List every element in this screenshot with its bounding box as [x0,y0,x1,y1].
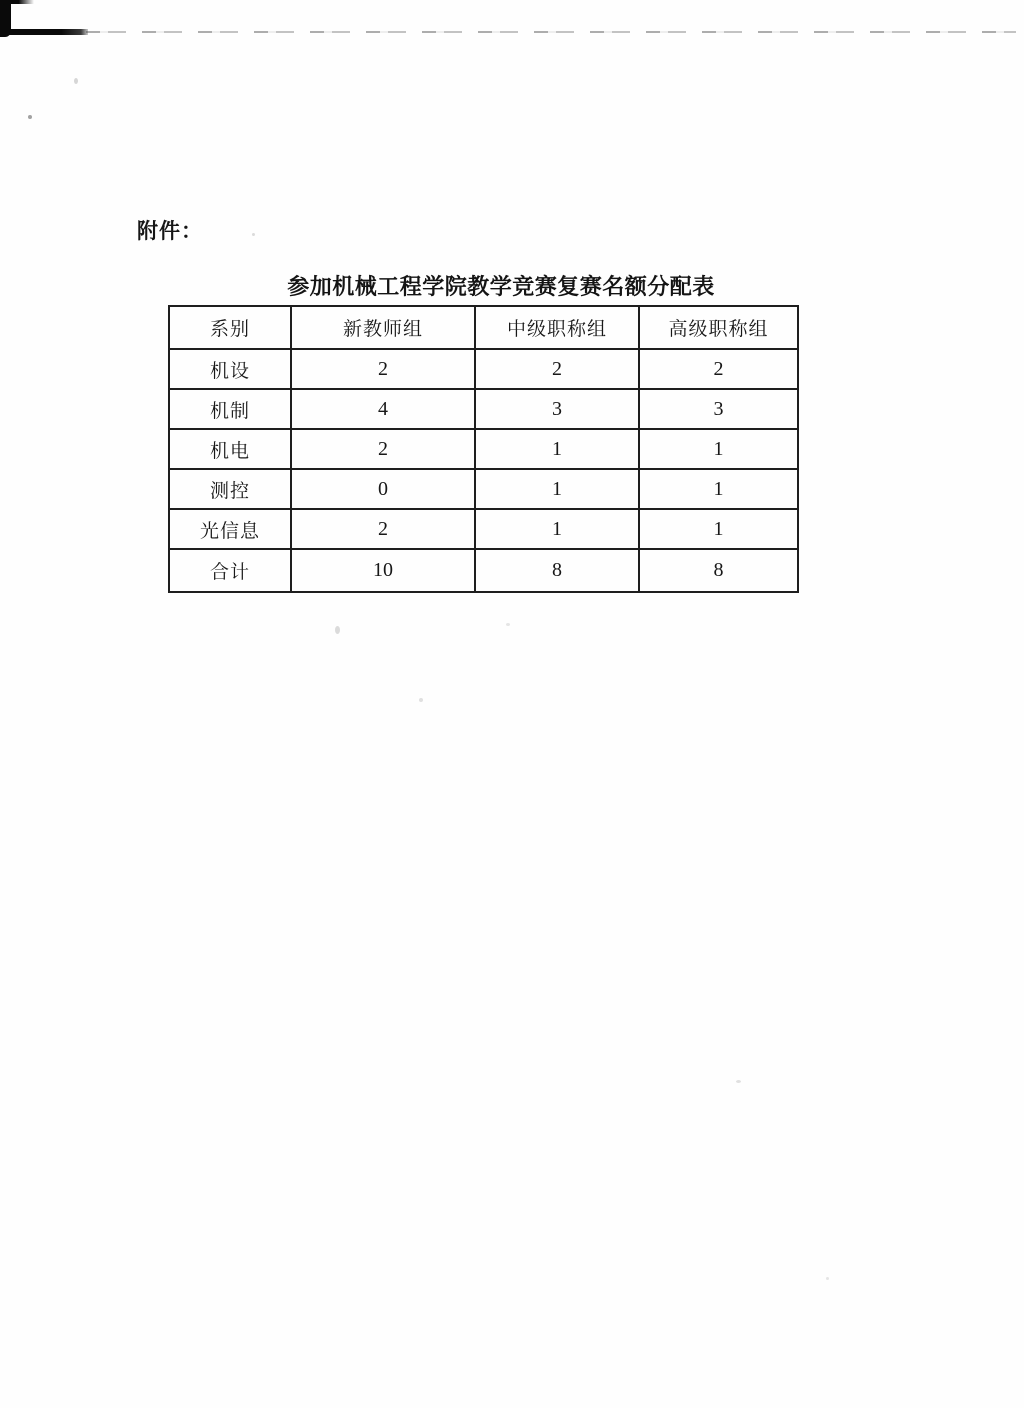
table-cell: 1 [475,469,639,509]
scan-speck [419,698,423,702]
table-row [169,509,798,549]
row-label: 测控 [169,469,291,509]
column-header-senior-title: 高级职称组 [639,306,798,349]
table-cell: 0 [291,469,475,509]
table-cell: 3 [639,389,798,429]
scan-line-artifact [86,31,1016,33]
table-row-total [169,549,798,592]
row-label-total: 合计 [169,549,291,592]
table-cell: 1 [475,429,639,469]
document-title: 参加机械工程学院教学竞赛复赛名额分配表 [287,274,715,299]
table-cell: 1 [475,509,639,549]
scan-speck [736,1080,741,1083]
scan-speck [28,115,32,119]
attachment-label: 附件： [137,219,203,243]
row-label: 机制 [169,389,291,429]
row-label: 机电 [169,429,291,469]
scan-speck [506,623,510,626]
row-label: 机设 [169,349,291,389]
quota-allocation-table [168,305,799,593]
scan-corner-artifact [0,0,34,4]
scan-speck [74,78,78,84]
table-cell: 4 [291,389,475,429]
table-cell: 1 [639,509,798,549]
table-row [169,389,798,429]
table-cell: 2 [291,429,475,469]
table-cell: 10 [291,549,475,592]
table-cell: 8 [475,549,639,592]
table-cell: 1 [639,429,798,469]
table-cell: 3 [475,389,639,429]
scan-corner-artifact [0,29,88,35]
column-header-new-teacher: 新教师组 [291,306,475,349]
column-header-mid-title: 中级职称组 [475,306,639,349]
table-row [169,429,798,469]
scan-speck [335,626,340,634]
row-label: 光信息 [169,509,291,549]
table-cell: 2 [639,349,798,389]
scan-speck [252,233,255,236]
table-cell: 1 [639,469,798,509]
table-cell: 8 [639,549,798,592]
scan-speck [826,1277,829,1280]
table-row [169,349,798,389]
table-row [169,469,798,509]
table-cell: 2 [291,509,475,549]
column-header-department: 系别 [169,306,291,349]
table-header-row [169,306,798,349]
table-cell: 2 [475,349,639,389]
table-cell: 2 [291,349,475,389]
